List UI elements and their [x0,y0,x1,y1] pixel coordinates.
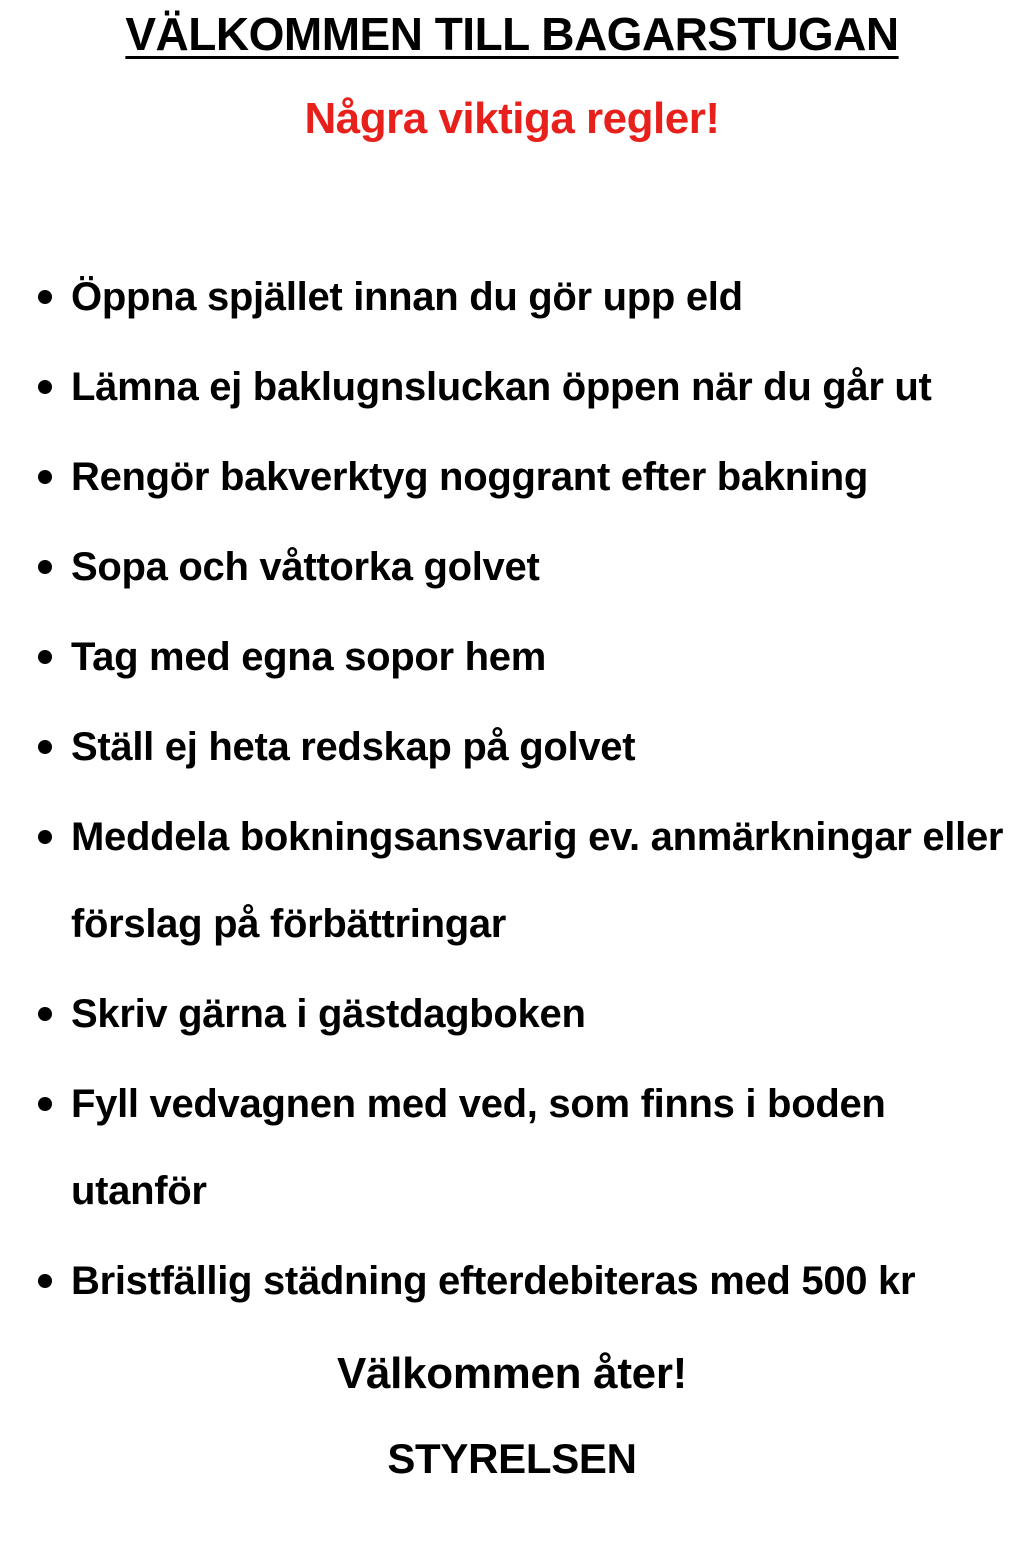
sign-subtitle: Några viktiga regler! [304,94,720,143]
bullet-icon [38,560,52,574]
closing-text: Välkommen åter! [336,1349,688,1398]
rule-text: Skriv gärna i gästdagboken [71,992,586,1036]
rule-text: Öppna spjället innan du gör upp eld [71,275,743,319]
rule-text: Fyll vedvagnen med ved, som finns i boden utanför [71,1082,886,1213]
bullet-icon [38,1007,52,1021]
bullet-icon [38,290,52,304]
rule-text: Sopa och våttorka golvet [71,545,540,589]
signature: STYRELSEN [387,1435,637,1482]
list-item [0,614,1024,701]
list-item [0,1238,1024,1325]
bullet-icon [38,650,52,664]
rule-text: Lämna ej baklugnsluckan öppen när du går ut [71,365,932,409]
rules-list [0,254,1024,1325]
list-item [0,704,1024,791]
bullet-icon [38,1274,52,1288]
rule-text: Ställ ej heta redskap på golvet [71,725,636,769]
bullet-icon [38,380,52,394]
list-item [0,1061,1024,1235]
bullet-icon [38,830,52,844]
rule-text: Meddela bokningsansvarig ev. anmärkningar eller förslag på förbättringar [71,815,1004,946]
list-item [0,794,1024,968]
rule-text: Tag med egna sopor hem [71,635,546,679]
list-item [0,971,1024,1058]
sign-title-text: VÄLKOMMEN TILL BAGARSTUGAN [125,8,899,60]
bullet-icon [38,740,52,754]
sign-title [0,6,1024,62]
list-item [0,344,1024,431]
bullet-icon [38,470,52,484]
rule-text: Rengör bakverktyg noggrant efter bakning [71,455,869,499]
list-item [0,434,1024,521]
bullet-icon [38,1097,52,1111]
rule-text: Bristfällig städning efterdebiteras med 500 kr [71,1259,916,1303]
list-item [0,524,1024,611]
list-item [0,254,1024,341]
